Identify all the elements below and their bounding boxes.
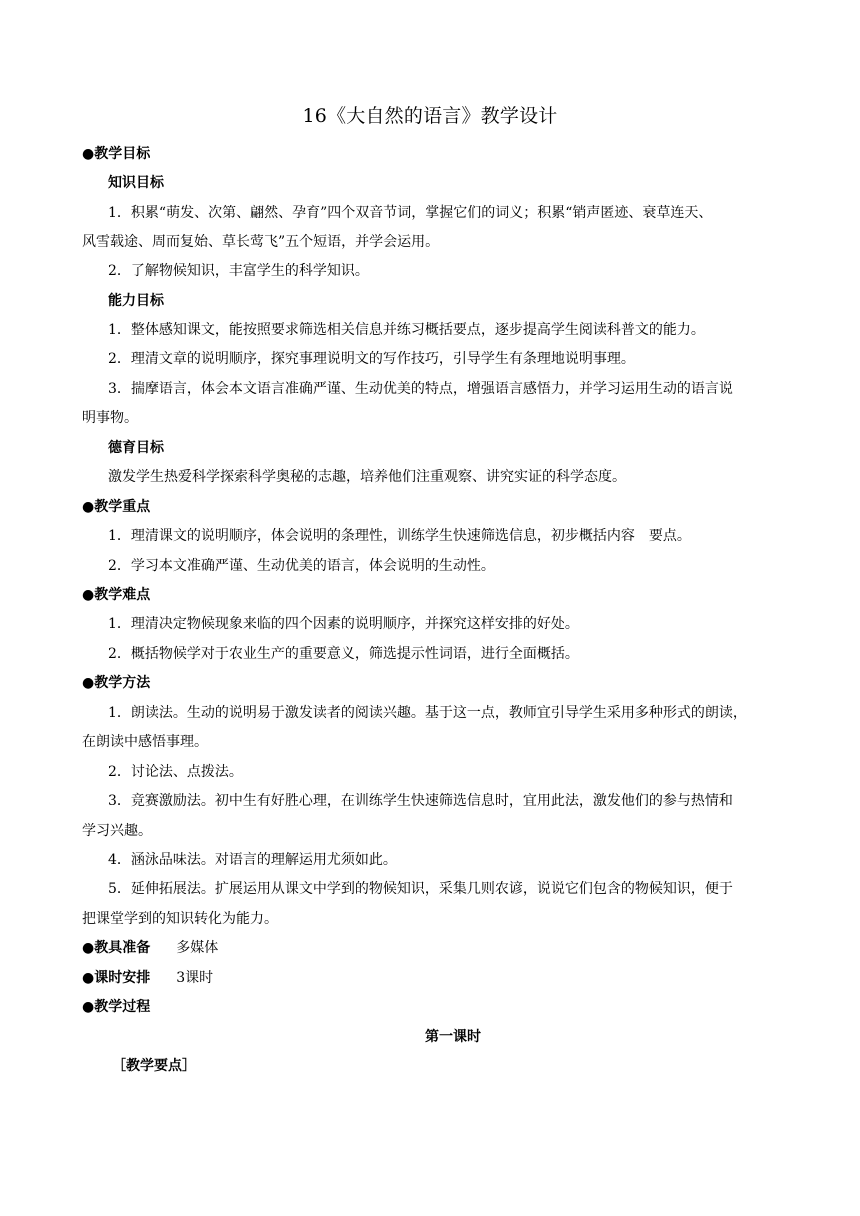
key-point-2: 2．学习本文准确严谨、生动优美的语言，体会说明的生动性。 (108, 558, 495, 574)
schedule-label: ●课时安排 (82, 970, 151, 986)
method-5-line-1: 5．延伸拓展法。扩展运用从课文中学到的物候知识，采集几则农谚，说说它们包含的物候知识，便于 (108, 881, 733, 897)
teaching-points-heading: ［教学要点］ (112, 1058, 196, 1074)
method-1-line-2: 在朗读中感悟事理。 (82, 734, 208, 750)
method-5-line-2: 把课堂学到的知识转化为能力。 (82, 911, 278, 927)
ability-item-1: 1．整体感知课文，能按照要求筛选相关信息并练习概括要点，逐步提高学生阅读科普文的能力。 (108, 322, 705, 338)
method-3-line-2: 学习兴趣。 (82, 823, 152, 839)
knowledge-heading: 知识目标 (108, 175, 164, 191)
tools-label: ●教具准备 (82, 940, 151, 956)
section-process: ●教学过程 (82, 999, 151, 1015)
method-4: 4．涵泳品味法。对语言的理解运用尤须如此。 (108, 852, 397, 868)
lesson-1-heading: 第一课时 (425, 1029, 481, 1045)
method-2: 2．讨论法、点拨法。 (108, 764, 243, 780)
ability-item-3-line-1: 3．揣摩语言，体会本文语言准确严谨、生动优美的特点，增强语言感悟力，并学习运用生动的语言说 (108, 381, 733, 397)
section-key-points: ●教学重点 (82, 499, 151, 515)
section-methods: ●教学方法 (82, 675, 151, 691)
section-tools (82, 938, 782, 958)
section-difficulties: ●教学难点 (82, 587, 151, 603)
ability-heading: 能力目标 (108, 293, 164, 309)
knowledge-item-1-line-2: 风雪载途、周而复始、草长莺飞”五个短语，并学会运用。 (82, 234, 440, 250)
section-schedule (82, 968, 782, 988)
method-1-line-1: 1．朗读法。生动的说明易于激发读者的阅读兴趣。基于这一点，教师宜引导学生采用多种形式的朗读， (108, 705, 747, 721)
difficulty-2: 2．概括物候学对于农业生产的重要意义，筛选提示性词语，进行全面概括。 (108, 646, 579, 662)
section-objectives: ●教学目标 (82, 146, 151, 162)
ability-item-2: 2．理清文章的说明顺序，探究事理说明文的写作技巧，引导学生有条理地说明事理。 (108, 351, 635, 367)
schedule-value: 3课时 (176, 970, 214, 986)
knowledge-item-2: 2．了解物候知识，丰富学生的科学知识。 (108, 263, 369, 279)
key-point-1: 1．理清课文的说明顺序，体会说明的条理性，训练学生快速筛选信息，初步概括内容 要点。 (108, 528, 691, 544)
difficulty-1: 1．理清决定物候现象来临的四个因素的说明顺序，并探究这样安排的好处。 (108, 616, 579, 632)
moral-heading: 德育目标 (108, 440, 164, 456)
knowledge-item-1-line-1: 1．积累“萌发、次第、翩然、孕育”四个双音节词，掌握它们的词义；积累“销声匿迹、衰草连天、 (108, 205, 713, 221)
tools-value: 多媒体 (176, 940, 219, 956)
ability-item-3-line-2: 明事物。 (82, 410, 138, 426)
moral-text: 激发学生热爱科学探索科学奥秘的志趣，培养他们注重观察、讲究实证的科学态度。 (108, 469, 626, 485)
document-title: 16《大自然的语言》教学设计 (302, 105, 558, 127)
method-3-line-1: 3．竞赛激励法。初中生有好胜心理，在训练学生快速筛选信息时，宜用此法，激发他们的参与热情和 (108, 793, 733, 809)
